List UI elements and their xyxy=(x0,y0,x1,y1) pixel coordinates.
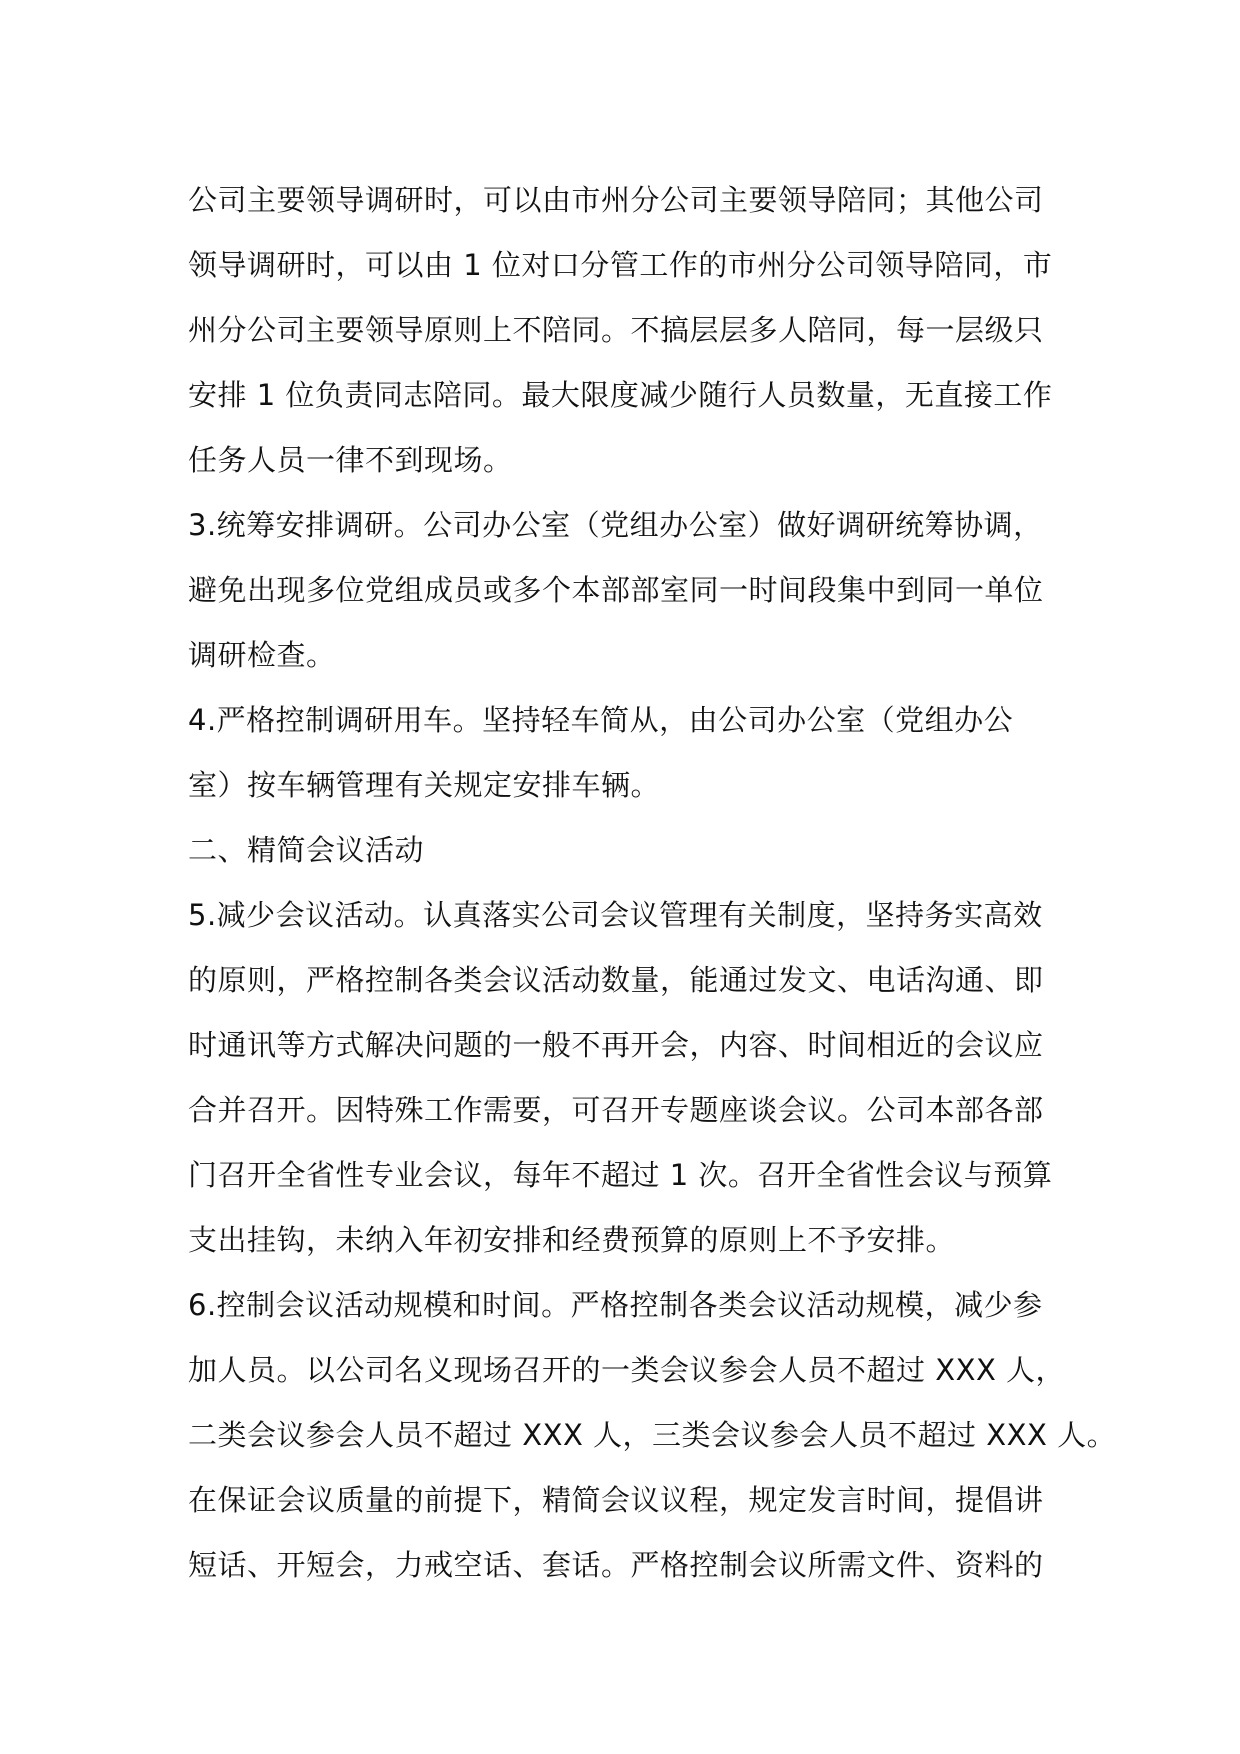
text-line: 支出挂钩，未纳入年初安排和经费预算的原则上不予安排。 xyxy=(188,1223,956,1257)
document-body xyxy=(188,168,1117,1598)
text-line: 室）按车辆管理有关规定安排车辆。 xyxy=(188,768,661,802)
text-line: 任务人员一律不到现场。 xyxy=(188,443,513,477)
text-line: 避免出现多位党组成员或多个本部部室同一时间段集中到同一单位 xyxy=(188,573,1044,607)
text-line: 安排 1 位负责同志陪同。最大限度减少随行人员数量，无直接工作 xyxy=(188,378,1053,412)
text-line: 领导调研时，可以由 1 位对口分管工作的市州分公司领导陪同，市 xyxy=(188,248,1053,282)
text-line: 二类会议参会人员不超过 XXX 人，三类会议参会人员不超过 XXX 人。 xyxy=(188,1418,1117,1452)
text-line: 短话、开短会，力戒空话、套话。严格控制会议所需文件、资料的 xyxy=(188,1548,1044,1582)
text-line: 的原则，严格控制各类会议活动数量，能通过发文、电话沟通、即 xyxy=(188,963,1044,997)
section-heading: 二、精简会议活动 xyxy=(188,833,425,867)
text-line: 调研检查。 xyxy=(188,638,336,672)
text-line: 门召开全省性专业会议，每年不超过 1 次。召开全省性会议与预算 xyxy=(188,1158,1053,1192)
text-line: 公司主要领导调研时，可以由市州分公司主要领导陪同；其他公司 xyxy=(188,183,1044,217)
text-line: 加人员。以公司名义现场召开的一类会议参会人员不超过 XXX 人， xyxy=(188,1353,1066,1387)
paragraph-3-start: 3.统筹安排调研。公司办公室（党组办公室）做好调研统筹协调， xyxy=(188,508,1043,542)
text-line: 州分公司主要领导原则上不陪同。不搞层层多人陪同，每一层级只 xyxy=(188,313,1044,347)
text-line: 时通讯等方式解决问题的一般不再开会，内容、时间相近的会议应 xyxy=(188,1028,1044,1062)
paragraph-5-start: 5.减少会议活动。认真落实公司会议管理有关制度，坚持务实高效 xyxy=(188,898,1043,932)
paragraph-4-start: 4.严格控制调研用车。坚持轻车简从，由公司办公室（党组办公 xyxy=(188,703,1014,737)
text-line: 合并召开。因特殊工作需要，可召开专题座谈会议。公司本部各部 xyxy=(188,1093,1044,1127)
paragraph-6-start: 6.控制会议活动规模和时间。严格控制各类会议活动规模，减少参 xyxy=(188,1288,1043,1322)
text-line: 在保证会议质量的前提下，精简会议议程，规定发言时间，提倡讲 xyxy=(188,1483,1044,1517)
